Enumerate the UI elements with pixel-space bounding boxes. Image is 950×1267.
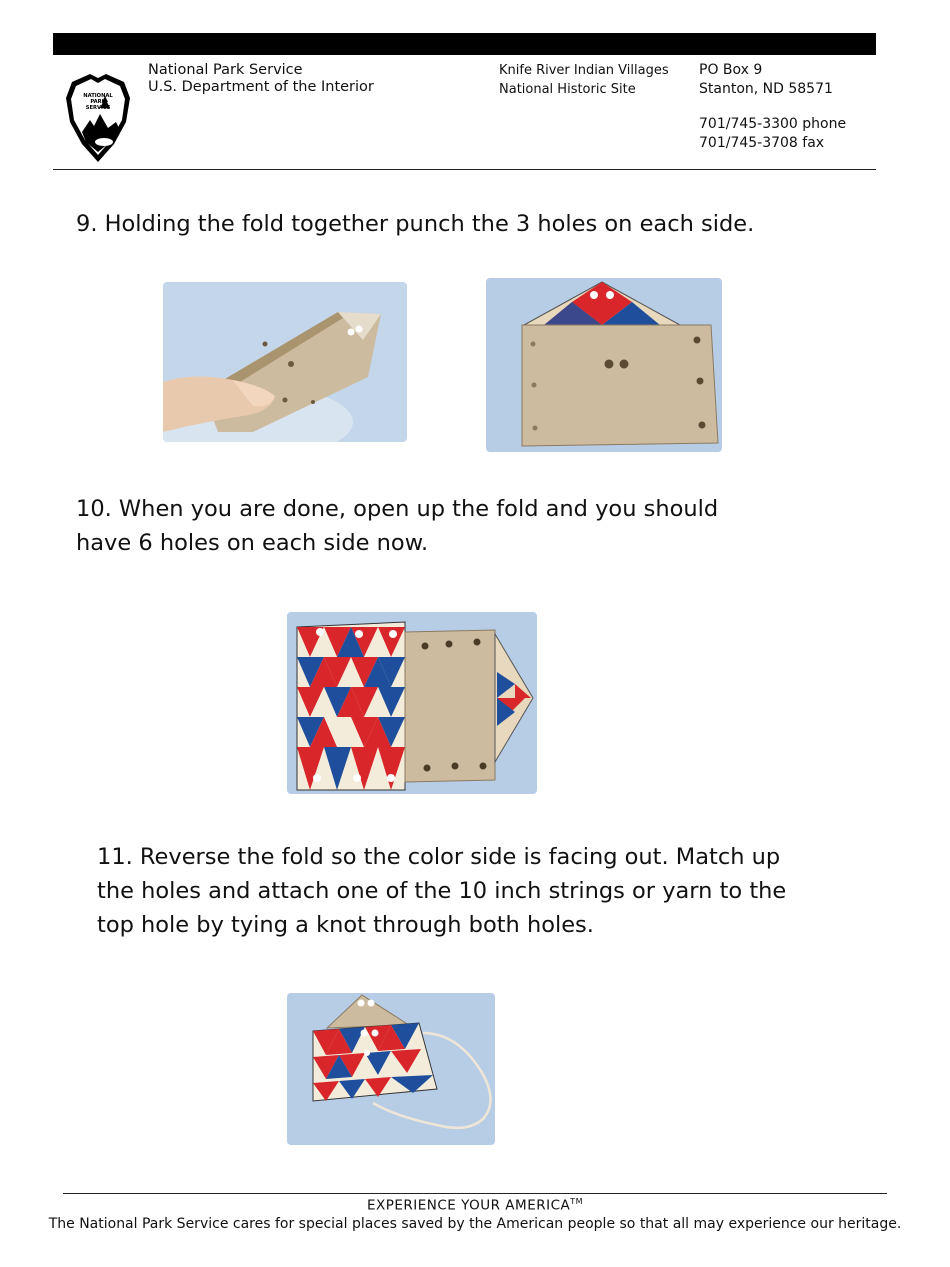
site-name-block — [499, 61, 669, 99]
step-11-line1: 11. Reverse the fold so the color side is facing out. Match up — [97, 844, 781, 870]
department-name: U.S. Department of the Interior — [148, 79, 374, 95]
step-9-photo-hand-fold — [163, 282, 407, 442]
contact-numbers — [699, 115, 846, 153]
fax-number: 701/745-3708 fax — [699, 135, 825, 151]
motto-text: EXPERIENCE YOUR AMERICA — [366, 1197, 571, 1214]
step-11-line3: top hole by tying a knot through both holes. — [97, 912, 594, 938]
step-9-text: 9. Holding the fold together punch the 3 holes on each side. — [76, 211, 755, 237]
nps-arrowhead-logo — [62, 72, 134, 164]
po-box: PO Box 9 — [699, 62, 763, 78]
header-black-bar — [53, 33, 876, 55]
header-divider — [53, 169, 876, 170]
step-10-line2: have 6 holes on each side now. — [76, 530, 429, 556]
step-10-line1: 10. When you are done, open up the fold and you should — [76, 496, 719, 522]
trademark-mark: TM — [570, 1197, 584, 1206]
svg-text:SERVICE: SERVICE — [85, 105, 111, 111]
step-10-photo-opened-fold — [287, 612, 537, 794]
site-name-line2: National Historic Site — [499, 82, 636, 97]
footer-divider — [63, 1193, 887, 1194]
step-11-line2: the holes and attach one of the 10 inch strings or yarn to the — [97, 878, 787, 904]
svg-text:NATIONAL: NATIONAL — [83, 93, 113, 99]
step-11-photo-tied-pouch — [287, 993, 495, 1145]
step-11-text — [97, 840, 817, 942]
address-block — [699, 61, 833, 99]
phone-number: 701/745-3300 phone — [699, 116, 847, 132]
footer-tagline: The National Park Service cares for special places saved by the American people so that all may experience our heritage. — [48, 1216, 902, 1232]
footer-motto — [0, 1197, 950, 1214]
city-state-zip: Stanton, ND 58571 — [699, 81, 833, 97]
svg-text:PARK: PARK — [90, 99, 106, 105]
step-9-photo-punched-holes — [486, 278, 722, 452]
step-10-text — [76, 492, 776, 560]
agency-name: National Park Service — [148, 62, 303, 78]
site-name-line1: Knife River Indian Villages — [499, 63, 669, 78]
agency-block — [148, 62, 374, 96]
